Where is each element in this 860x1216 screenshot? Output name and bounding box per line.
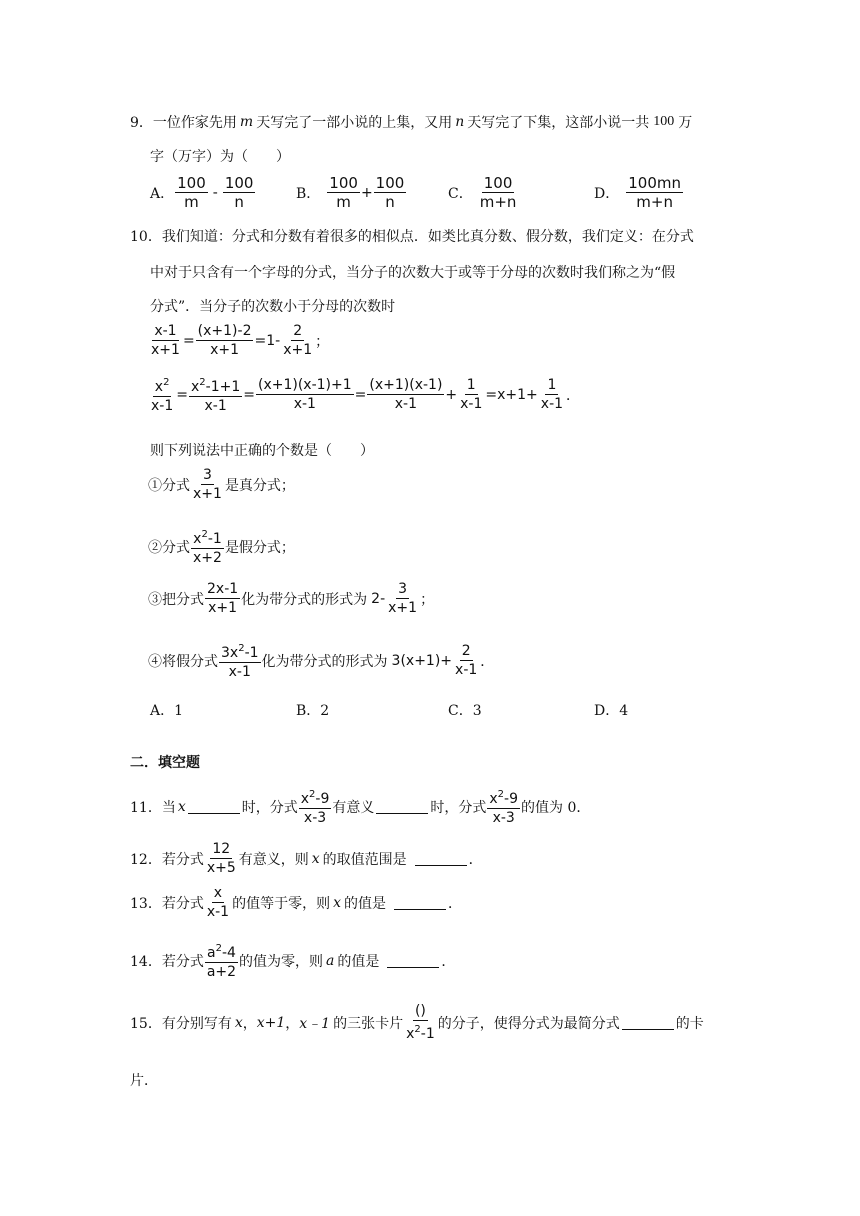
fraction: $\frac{100}{m}$	[177, 174, 206, 211]
q10-statement-4: ④将假分式 $\frac{3x^2-1}{x-1}$ 化为带分式的形式为 3(x+1)+ $\frac{2}{x-1}$ ．	[148, 640, 494, 681]
q15-line2: 片．	[130, 1073, 158, 1089]
answer-blank[interactable]	[188, 799, 240, 814]
fraction: $\frac{x^2-9}{x-3}$	[299, 786, 332, 827]
answer-blank[interactable]	[387, 953, 439, 968]
answer-blank[interactable]	[376, 799, 428, 814]
fraction: $\frac{100}{m+n}$	[479, 174, 517, 211]
q10-option-b[interactable]: B．2	[296, 703, 330, 719]
q13: 13． 若分式 $\frac{x}{x-1}$ 的值等于零，则 x 的值是 ．	[130, 885, 462, 920]
q11: 11． 当 x 时，分式 $\frac{x^2-9}{x-3}$ 有意义 时，分式 $\frac{x^2-9}{x-3}$ 的值为 0．	[130, 786, 590, 827]
fraction: $\frac{x^2-1}{x+2}$	[191, 526, 224, 567]
q10-option-c[interactable]: C．3	[448, 703, 482, 719]
q10-option-d[interactable]: D．4	[594, 703, 629, 719]
answer-blank[interactable]	[394, 895, 446, 910]
q12: 12． 若分式 $\frac{12}{x+5}$ 有意义，则 x 的取值范围是 ．	[130, 841, 483, 876]
q10-equation-2: $\frac{x^2}{x-1}$ = $\frac{x^2-1+1}{x-1}$ = $\frac{(x+1)(x-1)+1}{x-1}$ = $\frac{(x+1)(x-1)}{x-1}$ + $\frac{1}{x-1}$ =x+1+ $\frac{1}{x-1}$ ．	[148, 374, 580, 415]
q10-option-a[interactable]: A．1	[150, 703, 184, 719]
fraction: $\frac{100}{n}$	[224, 174, 254, 211]
q10-number: 10．	[130, 229, 162, 245]
fraction: $\frac{x^2-1+1}{x-1}$	[189, 374, 242, 415]
q10-statement-1: ①分式 $\frac{3}{x+1}$ 是真分式；	[148, 467, 295, 502]
fraction: $\frac{12}{x+5}$	[206, 841, 236, 876]
fraction: $\frac{()}{x^2-1}$	[406, 1003, 435, 1042]
q9-option-c[interactable]: C． $\frac{100}{m+n}$	[448, 174, 517, 211]
fraction: $\frac{(x+1)(x-1)}{x-1}$	[369, 377, 443, 412]
fraction: $\frac{100}{m}$	[329, 174, 358, 211]
q10-statement-2: ②分式 $\frac{x^2-1}{x+2}$ 是假分式；	[148, 526, 295, 567]
q10-question: 则下列说法中正确的个数是（ ）	[150, 443, 374, 459]
q15: 15． 有分别写有 x ， x+1 ， x﹣1 的三张卡片 $\frac{()}{x^2-1}$ 的分子，使得分式为最简分式 的卡	[130, 1003, 704, 1042]
q10-line2: 中对于只含有一个字母的分式，当分子的次数大于或等于分母的次数时我们称之为“假	[150, 265, 676, 281]
fraction: $\frac{2}{x-1}$	[455, 643, 478, 678]
fraction: $\frac{(x+1)-2}{x+1}$	[197, 323, 252, 358]
fraction: $\frac{1}{x-1}$	[540, 377, 564, 412]
fraction: $\frac{100mn}{m+n}$	[628, 174, 681, 211]
section-heading: 二．填空题	[130, 755, 200, 771]
fraction: $\frac{3}{x+1}$	[388, 581, 418, 616]
fraction: $\frac{3x^2-1}{x-1}$	[219, 640, 261, 681]
fraction: $\frac{x}{x-1}$	[206, 885, 230, 920]
fraction: $\frac{1}{x-1}$	[460, 377, 483, 412]
q10-equation-1: $\frac{x-1}{x+1}$ = $\frac{(x+1)-2}{x+1}$ =1- $\frac{2}{x+1}$ ；	[151, 323, 330, 358]
q9-option-d[interactable]: D． $\frac{100mn}{m+n}$	[594, 174, 681, 211]
q9-line2: 字（万字）为（ ）	[150, 149, 290, 165]
q9-number: 9．	[130, 115, 153, 131]
q9-option-a[interactable]: A． $\frac{100}{m}$ - $\frac{100}{n}$	[150, 174, 254, 211]
q9-option-b[interactable]: B． $\frac{100}{m}$ + $\frac{100}{n}$	[296, 174, 405, 211]
q9-line1: 9． 一位作家先用 m 天写完了一部小说的上集，又用 n 天写完了下集，这部小说一共 100 万	[130, 114, 693, 131]
q10-line1: 10． 我们知道：分式和分数有着很多的相似点．如类比真分数、假分数，我们定义：在分式	[130, 226, 694, 246]
fraction: $\frac{2x-1}{x+1}$	[207, 581, 239, 616]
q14: 14． 若分式 $\frac{a^2-4}{a+2}$ 的值为零，则 a 的值是 ．	[130, 940, 455, 981]
fraction: $\frac{a^2-4}{a+2}$	[205, 940, 238, 981]
answer-blank[interactable]	[622, 1015, 674, 1030]
answer-blank[interactable]	[415, 851, 467, 866]
q10-statement-3: ③把分式 $\frac{2x-1}{x+1}$ 化为带分式的形式为 2- $\frac{3}{x+1}$ ；	[148, 581, 435, 616]
fraction: $\frac{(x+1)(x-1)+1}{x-1}$	[258, 377, 352, 412]
fraction: $\frac{x^2}{x-1}$	[149, 374, 175, 415]
fraction: $\frac{3}{x+1}$	[193, 467, 222, 502]
q10-line3: 分式”．当分子的次数小于分母的次数时	[150, 299, 396, 315]
fraction: $\frac{100}{n}$	[375, 174, 405, 211]
fraction: $\frac{x^2-9}{x-3}$	[487, 786, 520, 827]
fraction: $\frac{2}{x+1}$	[283, 323, 313, 358]
fraction: $\frac{x-1}{x+1}$	[151, 323, 180, 358]
